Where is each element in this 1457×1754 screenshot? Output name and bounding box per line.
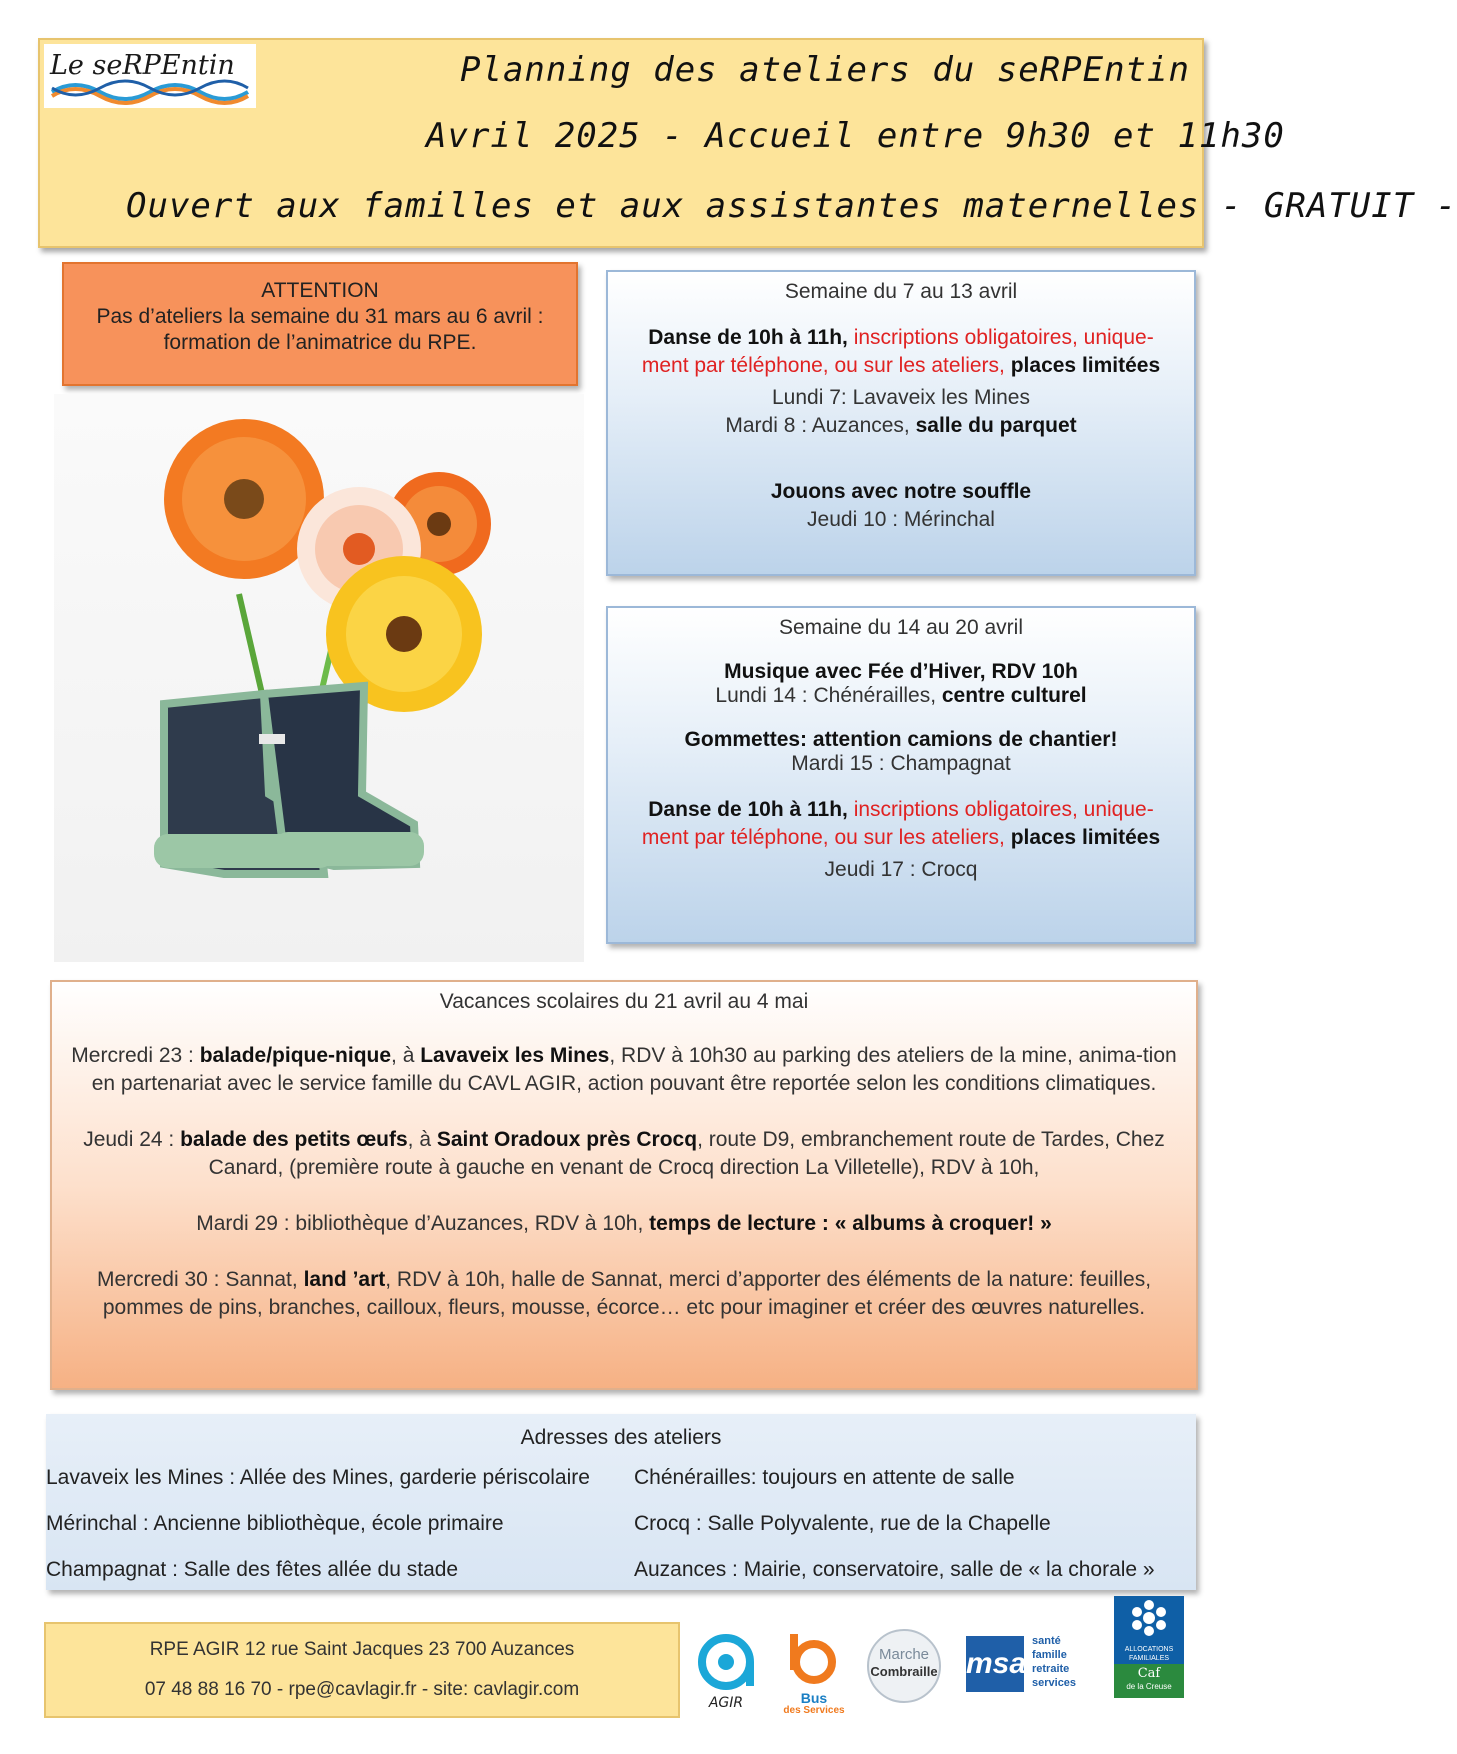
week1-danse-inscription: inscriptions obligatoires, unique- [847, 326, 1154, 349]
title-line-3: Ouvert aux familles et aux assistantes maternelles - GRATUIT - [126, 186, 1457, 226]
event1-sep: , à [391, 1044, 421, 1067]
week1-danse-inscription-2: ment par téléphone, ou sur les ateliers, [641, 354, 1005, 377]
week1-danse-line-2 [608, 352, 1194, 380]
msa-famille: famille [1032, 1649, 1067, 1661]
event1-day: Mercredi 23 : [71, 1044, 200, 1067]
title-line-1: Planning des ateliers du seRPEntin [460, 50, 1190, 90]
addresses-box [46, 1414, 1196, 1590]
address-lavaveix: Lavaveix les Mines : Allée des Mines, garderie périscolaire [46, 1466, 590, 1489]
week1-box [606, 270, 1196, 576]
caf-allocations: ALLOCATIONS [1124, 1646, 1174, 1653]
marche-text: Marche [878, 1646, 930, 1663]
caf-logo [1114, 1596, 1184, 1698]
event4-activity: land ’art [303, 1268, 386, 1291]
event1-details: , RDV à 10h30 au parking des ateliers de la mine, anima-tion en partenariat avec le service famille du CAVL AGIR, action pouvant être reportée selon les conditions climatiques. [91, 1044, 1177, 1095]
attention-line-1: Pas d’ateliers la semaine du 31 mars au 6 avril : [96, 305, 544, 328]
bus-des-services-logo [778, 1630, 850, 1720]
event1-place: Lavaveix les Mines [420, 1044, 610, 1067]
boots-flowers-photo [54, 394, 584, 962]
week2-gommettes: Gommettes: attention camions de chantier! [684, 728, 1118, 751]
msa-sante: santé [1032, 1635, 1061, 1647]
vacation-event-4 [64, 1266, 1184, 1322]
address-merinchal: Mérinchal : Ancienne bibliothèque, école primaire [46, 1512, 504, 1535]
logo-text: Le seRPEntin [50, 50, 235, 81]
week1-lundi: Lundi 7: Lavaveix les Mines [772, 386, 1030, 409]
attention-box [62, 262, 578, 386]
event3-activity: temps de lecture : « albums à croquer! » [649, 1212, 1052, 1235]
address-auzances: Auzances : Mairie, conservatoire, salle de « la chorale » [634, 1558, 1155, 1581]
week2-title: Semaine du 14 au 20 avril [779, 616, 1023, 639]
bus-text: Bus [800, 1690, 828, 1706]
week2-lundi-place: Lundi 14 : Chénérailles, [715, 684, 942, 707]
bus-b-icon [778, 1630, 850, 1686]
event2-activity: balade des petits œufs [180, 1128, 408, 1151]
addresses-title: Adresses des ateliers [520, 1426, 722, 1449]
week1-danse-time: Danse de 10h à 11h, [648, 326, 848, 349]
address-chenerailles: Chénérailles: toujours en attente de salle [634, 1466, 1015, 1489]
msa-mark: msa [966, 1636, 1024, 1692]
event2-day: Jeudi 24 : [83, 1128, 181, 1151]
msa-logo [966, 1634, 1088, 1698]
agir-text: AGIR [708, 1695, 744, 1711]
event2-sep: , à [407, 1128, 437, 1151]
vacation-box [50, 980, 1198, 1390]
footer-address: RPE AGIR 12 rue Saint Jacques 23 700 Auzances [149, 1639, 575, 1660]
week1-mardi-salle: salle du parquet [915, 414, 1077, 437]
event4-day: Mercredi 30 : Sannat, [96, 1268, 304, 1291]
week2-box [606, 606, 1196, 944]
footer-contact-box [44, 1622, 680, 1718]
msa-services: services [1032, 1677, 1077, 1689]
week1-souffle: Jouons avec notre souffle [770, 480, 1032, 503]
marche-combraille-logo [866, 1624, 942, 1720]
week2-lundi-centre: centre culturel [941, 684, 1087, 707]
event2-details: , route D9, embranchement route de Tardes, Chez Canard, (première route à gauche en venant de Crocq direction La Villetelle), RDV à 10h, [208, 1128, 1165, 1179]
agir-a-icon [696, 1634, 756, 1690]
week1-danse-places: places limitées [1004, 354, 1161, 377]
attention-title: ATTENTION [261, 279, 379, 302]
address-champagnat: Champagnat : Salle des fêtes allée du stade [46, 1558, 459, 1581]
caf-snowflake-icon [1114, 1596, 1184, 1640]
boots-flowers-icon [54, 394, 584, 962]
vacation-event-2 [64, 1126, 1184, 1182]
vacation-event-1 [64, 1042, 1184, 1098]
footer-contact: 07 48 88 16 70 - rpe@cavlagir.fr - site: cavlagir.com [144, 1679, 580, 1700]
event4-details: , RDV à 10h, halle de Sannat, merci d’apporter des éléments de la nature: feuilles, pommes de pins, branches, cailloux, fleurs, mousse, écorce… etc pour imaginer et créer des œuvres naturelles. [102, 1268, 1152, 1319]
event3-details: Mardi 29 : bibliothèque d’Auzances, RDV à 10h, [196, 1212, 650, 1235]
caf-creuse: de la Creuse [1126, 1682, 1172, 1691]
serpentin-wave-icon [50, 78, 250, 104]
address-crocq: Crocq : Salle Polyvalente, rue de la Chapelle [634, 1512, 1051, 1535]
attention-line-2: formation de l’animatrice du RPE. [163, 331, 477, 354]
caf-familiales: FAMILIALES [1128, 1655, 1170, 1662]
week2-danse-time: Danse de 10h à 11h, [648, 798, 848, 821]
caf-text: Caf [1137, 1666, 1161, 1681]
combraille-text: Combraille [870, 1664, 938, 1679]
serpentin-logo [44, 44, 256, 108]
msa-tagline [1032, 1634, 1076, 1690]
week1-danse-line-1 [608, 324, 1194, 352]
week2-danse-inscription: inscriptions obligatoires, unique- [847, 798, 1154, 821]
week1-jeudi: Jeudi 10 : Mérinchal [807, 508, 995, 531]
week2-mardi: Mardi 15 : Champagnat [791, 752, 1011, 775]
week2-musique: Musique avec Fée d’Hiver, RDV 10h [724, 660, 1078, 683]
week2-lundi [608, 684, 1194, 708]
week2-danse-line-2 [608, 824, 1194, 852]
week2-danse-line-1 [608, 796, 1194, 824]
event2-place: Saint Oradoux près Crocq [436, 1128, 698, 1151]
vacation-title: Vacances scolaires du 21 avril au 4 mai [439, 990, 809, 1013]
msa-retraite: retraite [1032, 1663, 1070, 1675]
week1-title: Semaine du 7 au 13 avril [784, 280, 1018, 303]
title-line-2: Avril 2025 - Accueil entre 9h30 et 11h30 [426, 116, 1285, 156]
week1-mardi [608, 412, 1194, 440]
week2-danse-inscription-2: ment par téléphone, ou sur les ateliers, [641, 826, 1005, 849]
caf-green-band [1114, 1664, 1184, 1698]
vacation-event-3 [64, 1210, 1184, 1238]
event1-activity: balade/pique-nique [199, 1044, 392, 1067]
bus-services-text: des Services [783, 1705, 845, 1716]
agir-logo [696, 1634, 756, 1714]
week2-jeudi: Jeudi 17 : Crocq [824, 858, 978, 881]
week1-mardi-place: Mardi 8 : Auzances, [725, 414, 916, 437]
week2-danse-places: places limitées [1004, 826, 1161, 849]
